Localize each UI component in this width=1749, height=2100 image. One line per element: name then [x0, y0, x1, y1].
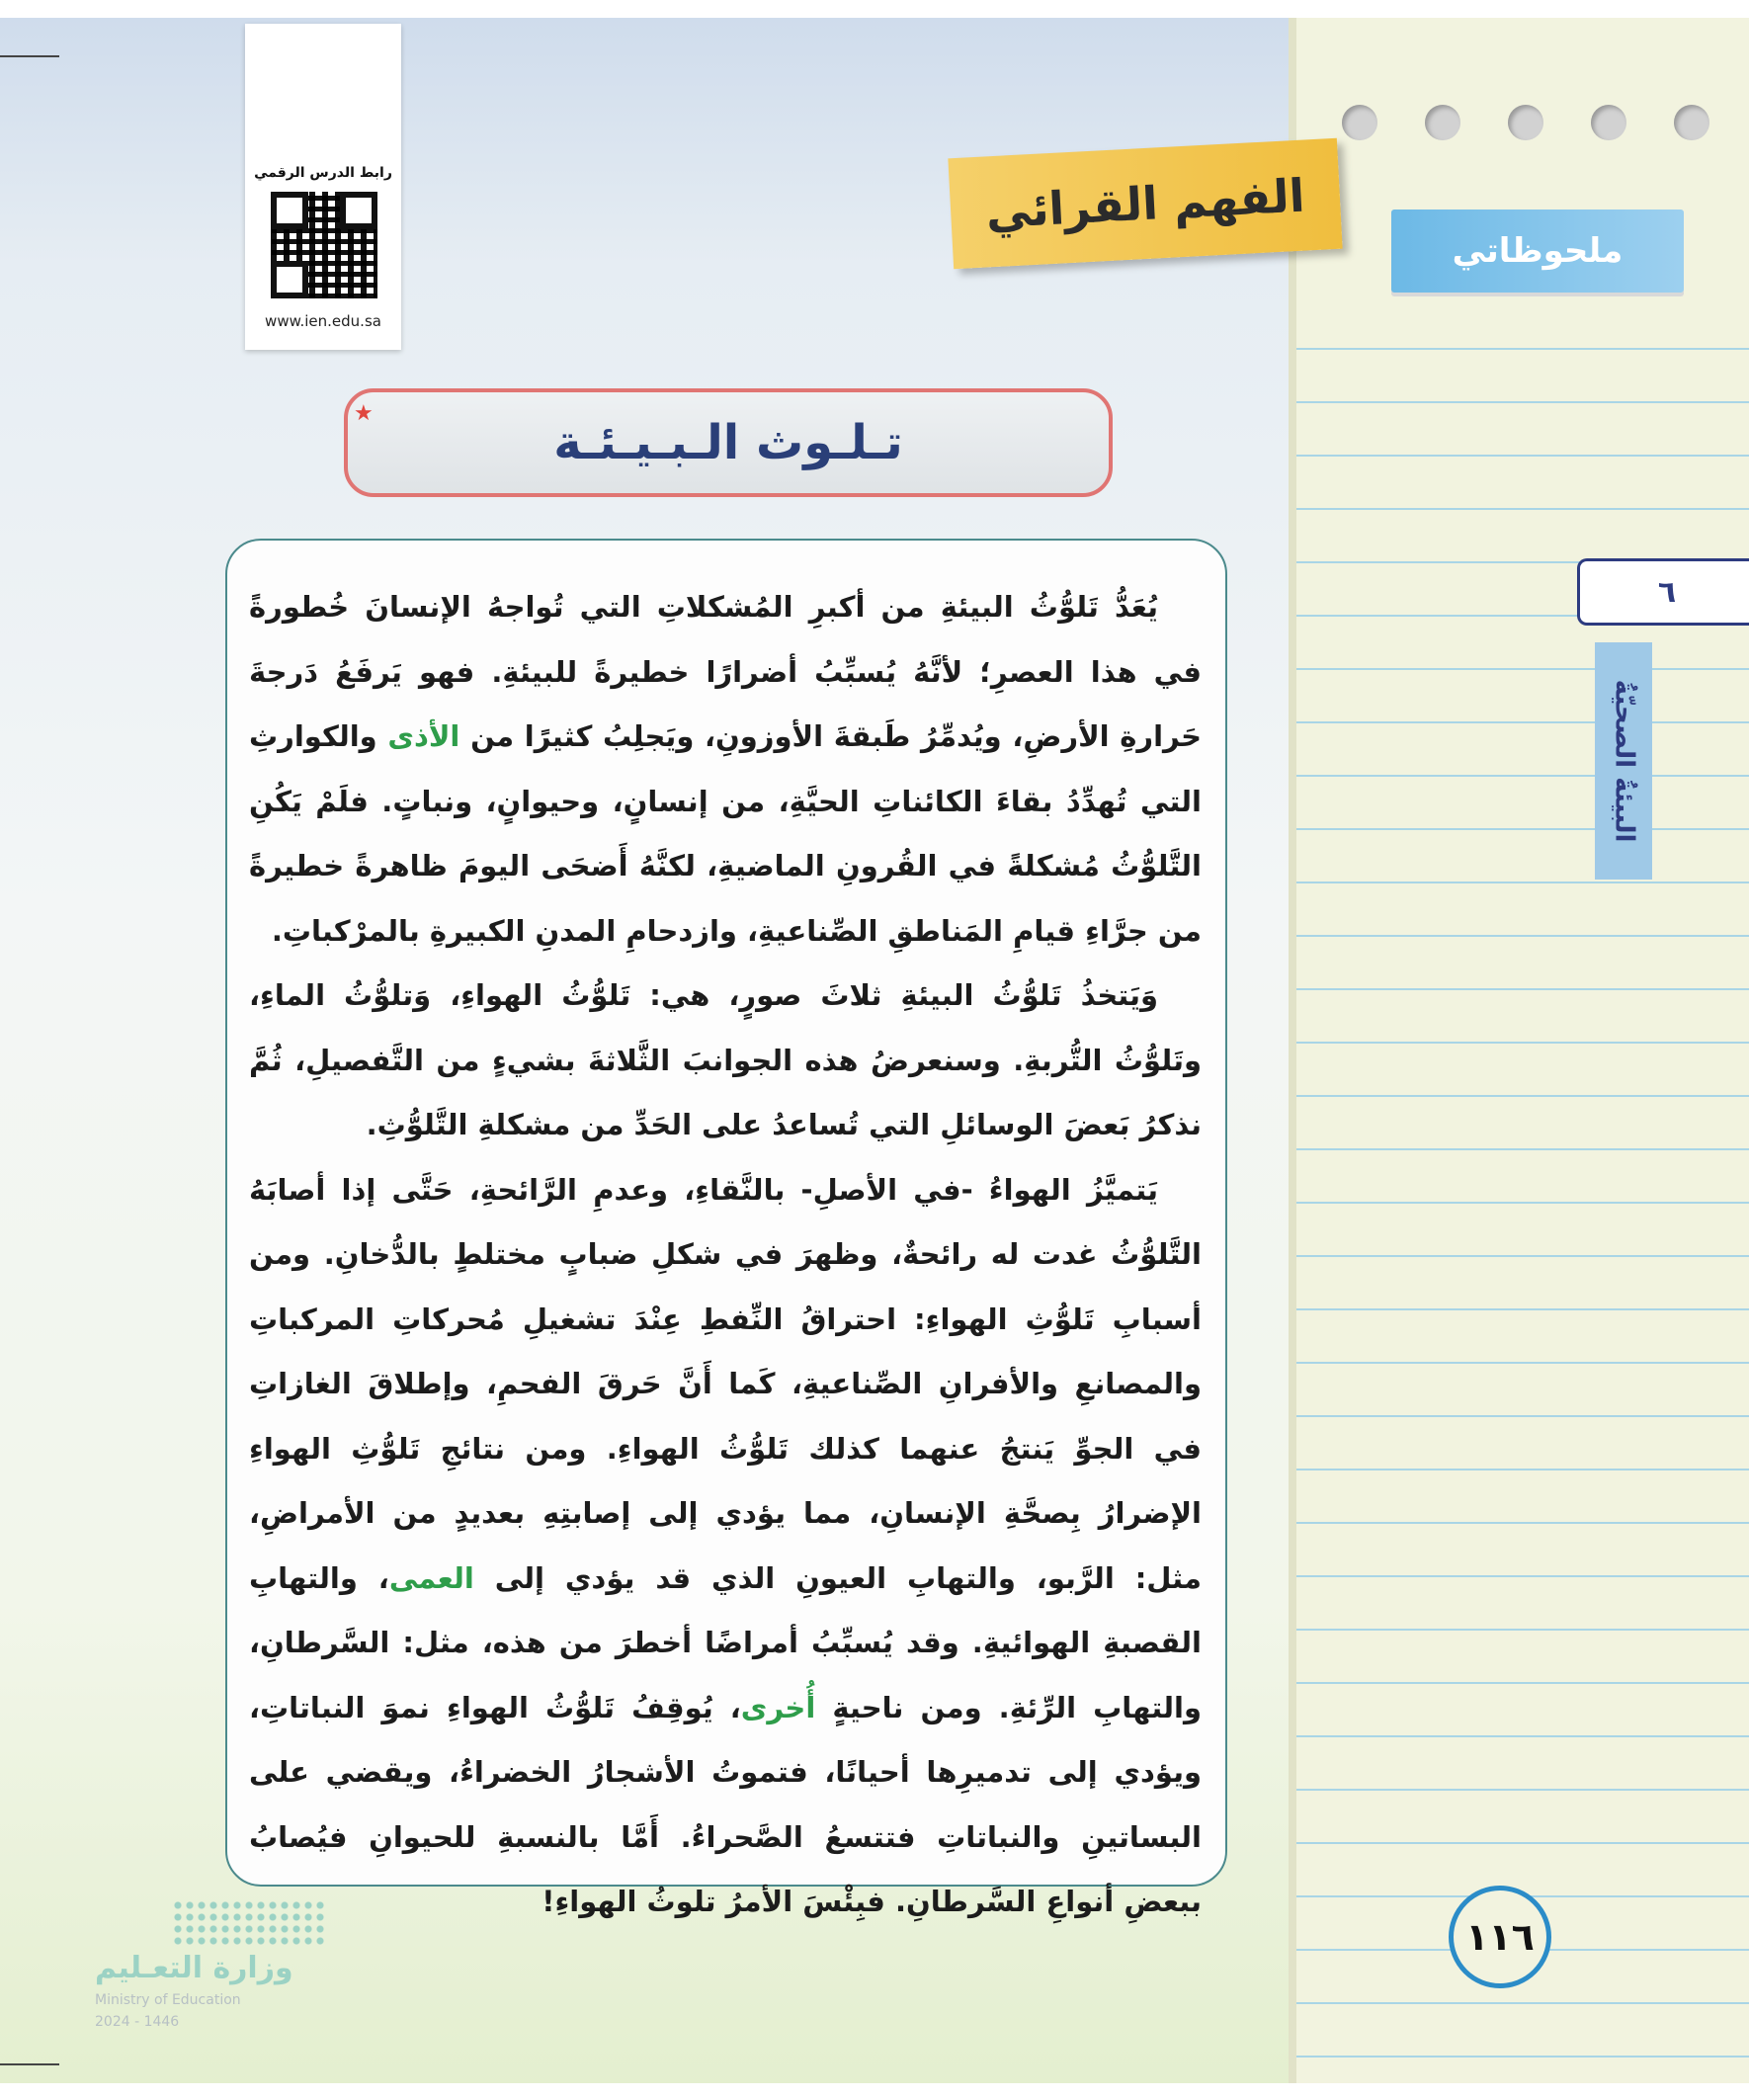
paragraph-1	[249, 575, 1202, 964]
section-title: الفهم القرائي	[948, 138, 1342, 269]
paragraph-3-text-mid: ، والتهابِ القصبةِ الهوائيةِ. وقد يُسبِّبُ أمراضًا أخطرَ من هذه، مثل: السَّرطانِ، والتهابِ الرِّئةِ. ومن ناحيةٍ	[249, 1560, 1202, 1724]
highlight-word: الأذى	[387, 719, 460, 753]
notes-divider	[1289, 18, 1296, 2083]
qr-finder	[271, 192, 308, 229]
highlight-word: العمى	[388, 1560, 474, 1595]
unit-number: ٦	[1577, 558, 1749, 626]
paragraph-2: وَيَتخذُ تَلوُّثُ البيئةِ ثلاثَ صورٍ، هي: تَلوُّثُ الهواءِ، وَتلوُّثُ الماءِ، وتَلوُّثُ التُّربةِ. وسنعرضُ هذه الجوانبَ الثَّلاثةَ بشيءٍ من التَّفصيلِ، ثُمَّ نذكرُ بَعضَ الوسائلِ التي تُساعدُ على الحَدِّ من مشكلةِ التَّلوُّثِ.	[249, 978, 1202, 1141]
binder-hole	[1591, 105, 1626, 140]
qr-card[interactable]	[245, 24, 401, 350]
unit-title-ribbon	[1595, 642, 1652, 880]
qr-url: www.ien.edu.sa	[265, 312, 381, 330]
binder-hole	[1342, 105, 1377, 140]
crop-mark	[0, 55, 59, 57]
reading-passage	[249, 575, 1202, 1935]
ministry-logo	[95, 1899, 332, 2038]
page-number: ١١٦	[1449, 1886, 1551, 1988]
ministry-year: 2024 - 1446	[95, 2014, 180, 2030]
star-icon: ★	[354, 401, 374, 426]
paragraph-1-text-end: والكوارثِ التي تُهدِّدُ بقاءَ الكائناتِ الحيَّةِ، من إنسانٍ، وحيوانٍ، ونباتٍ. فلَمْ يَكُنِ التَّلوُّثُ مُشكلةً في القُرونِ الماضيةِ، لكنَّهُ أَضحَى اليومَ ظاهرةً خطيرةً من جرَّاءِ قيامِ المَناطقِ الصِّناعيةِ، وازدحامِ المدنِ الكبيرةِ بالمرْكباتِ.	[249, 719, 1202, 948]
lesson-title: تـلـوث الـبـيـئـة	[344, 388, 1113, 497]
paragraph-1-text: يُعَدُّ تَلوُّثُ البيئةِ من أكبرِ المُشكلاتِ التي تُواجهُ الإنسانَ خُطورةً في هذا العصرِ؛ لأنَّهُ يُسبِّبُ أضرارًا خطيرةً للبيئةِ. فهو يَرفَعُ دَرجةَ حَرارةِ الأرضِ، ويُدمِّرُ طَبقةَ الأوزونِ، ويَجلِبُ كثيرًا من	[249, 590, 1202, 753]
qr-finder	[271, 261, 308, 298]
binder-hole	[1508, 105, 1543, 140]
qr-finder	[340, 192, 377, 229]
paragraph-3-text-end: ، يُوقِفُ تَلوُّثُ الهواءِ نموَ النباتاتِ، ويؤدي إلى تدميرِها أحيانًا، فتموتُ الأشجارُ الخضراءُ، ويقضي على البساتينِ والنباتاتِ فتتسعُ الصَّحراءُ. أَمَّا بالنسبةِ للحيوانِ فيُصابُ ببعضِ أنواعِ السَّرطانِ. فبِئْسَ الأمرُ تلوثُ الهواءِ!	[249, 1690, 1202, 1918]
unit-title: البيئةُ الصحيّةُ	[1609, 679, 1638, 843]
binder-hole	[1425, 105, 1460, 140]
paragraph-3	[249, 1158, 1202, 1935]
binder-hole	[1674, 105, 1709, 140]
notes-title: ملحوظاتي	[1391, 210, 1684, 293]
qr-code-icon[interactable]	[271, 192, 377, 298]
ministry-name-en: Ministry of Education	[95, 1992, 241, 2008]
highlight-word: أُخرى	[740, 1690, 816, 1724]
ministry-name-ar: وزارة التعـليم	[95, 1951, 293, 1985]
notes-column	[1294, 18, 1749, 2083]
paragraph-3-text: يَتميَّزُ الهواءُ -في الأصلِ- بالنَّقاءِ، وعدمِ الرَّائحةِ، حَتَّى إذا أصابَهُ التَّلوُّثُ غدت له رائحةٌ، وظهرَ في شكلِ ضبابٍ مختلطٍ بالدُّخانِ. ومن أسبابِ تَلوُّثِ الهواءِ: احتراقُ النِّفطِ عِنْدَ تشغيلِ مُحركاتِ المركباتِ والمصانعِ والأفرانِ الصِّناعيةِ، كَما أَنَّ حَرقَ الفحمِ، وإطلاقَ الغازاتِ في الجوِّ يَنتجُ عنهما كذلك تَلوُّثُ الهواءِ. ومن نتائجِ تَلوُّثِ الهواءِ الإضرارُ بِصحَّةِ الإنسانِ، مما يؤدي إلى إصابتِهِ بعديدٍ من الأمراضِ، مثل: الرَّبو، والتهابِ العيونِ الذي قد يؤدي إلى	[249, 1172, 1202, 1595]
crop-mark	[0, 2063, 59, 2065]
ministry-dots-icon	[172, 1899, 326, 1945]
qr-label: رابط الدرس الرقمي	[254, 165, 392, 181]
